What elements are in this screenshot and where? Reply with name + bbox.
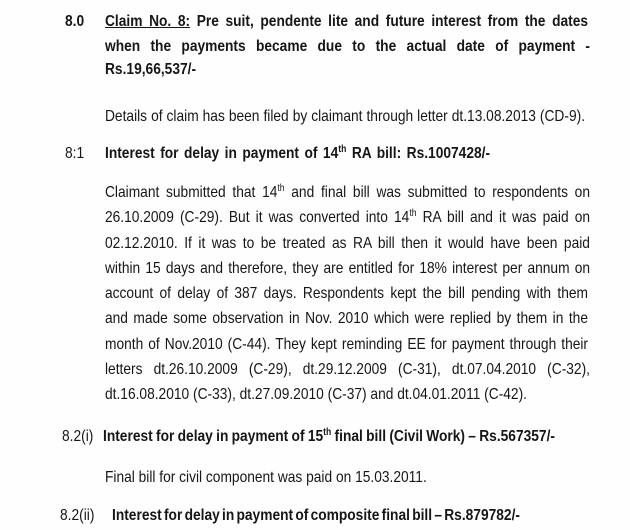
paragraph-text: and final bill was submitted to respondents on — [284, 184, 590, 201]
section-8-2-i-text — [105, 468, 427, 488]
section-number-text: 8.2(i) — [62, 428, 94, 445]
paragraph-text: letters dt.26.10.2009 (C-29), dt.29.12.2009 (C-31), dt.07.04.2010 (C-32), — [105, 361, 590, 378]
section-number-text: 8.0 — [65, 13, 85, 30]
paragraph-text: within 15 days and therefore, they are entitled for 18% interest per annum on — [105, 260, 591, 277]
heading-text: Interest for delay in payment of 14 — [105, 145, 339, 162]
section-8-0-number — [65, 12, 84, 32]
claim-8-amount — [105, 60, 196, 80]
claim-8-title-text: when the payments became due to the actual date of payment - — [105, 38, 590, 55]
claim-8-label: Claim No. 8: — [105, 13, 191, 30]
section-8-1-heading — [105, 144, 490, 164]
claim-8-title-text: Pre suit, pendente lite and future interest from the dates — [190, 13, 589, 30]
section-8-1-number — [65, 144, 84, 164]
paragraph-line — [105, 360, 590, 380]
paragraph-line — [105, 385, 527, 405]
paragraph-line — [105, 284, 588, 304]
paragraph-text: 02.12.2010. If it was to be treated as RA bill then it would have been paid — [105, 235, 590, 252]
paragraph-text: and made some observation in Nov. 2010 which were replied by them in the — [105, 310, 588, 327]
claim-8-amount-text: Rs.19,66,537/- — [105, 61, 197, 78]
section-number-text: 8.2(ii) — [60, 507, 95, 524]
paragraph-text: month of Nov.2010 (C-44). They kept reminding EE for payment through their — [105, 336, 589, 353]
section-8-2-i-heading — [103, 427, 555, 447]
heading-text: Interest for delay in payment of composite final bill – Rs.879782/- — [112, 507, 520, 524]
section-8-2-ii-number — [60, 506, 94, 526]
section-8-2-i-number — [62, 427, 93, 447]
section-8-2-ii-heading — [112, 506, 520, 526]
paragraph-text: 26.10.2009 (C-29). But it was converted into 14 — [105, 209, 410, 226]
claim-8-title-line-1 — [105, 12, 588, 32]
ordinal-suffix: th — [277, 183, 285, 194]
section-number-text: 8:1 — [65, 145, 85, 162]
claim-8-details-text: Details of claim has been filed by claimant through letter dt.13.08.2013 (CD-9). — [105, 108, 586, 125]
heading-text: RA bill: Rs.1007428/- — [346, 145, 491, 162]
ordinal-suffix: th — [323, 427, 332, 438]
paragraph-line — [105, 234, 590, 254]
paragraph-text: account of delay of 387 days. Respondents kept the bill pending with them — [105, 285, 588, 302]
paragraph-text: dt.16.08.2010 (C-33), dt.27.09.2010 (C-37) and dt.04.01.2011 (C-42). — [105, 386, 527, 403]
claim-8-details — [105, 107, 585, 127]
paragraph-line — [105, 309, 588, 329]
paragraph-line — [105, 208, 590, 228]
ordinal-suffix: th — [409, 208, 417, 219]
paragraph-text: Final bill for civil component was paid on 15.03.2011. — [105, 469, 427, 486]
claim-8-title-line-2 — [105, 37, 590, 57]
paragraph-text: RA bill and it was paid on — [416, 209, 591, 226]
heading-text: final bill (Civil Work) – Rs.567357/- — [331, 428, 555, 445]
ordinal-suffix: th — [338, 144, 347, 155]
heading-text: Interest for delay in payment of 15 — [103, 428, 324, 445]
paragraph-line — [105, 335, 588, 355]
paragraph-line — [105, 259, 590, 279]
paragraph-line — [105, 183, 590, 203]
paragraph-text: Claimant submitted that 14 — [105, 184, 278, 201]
